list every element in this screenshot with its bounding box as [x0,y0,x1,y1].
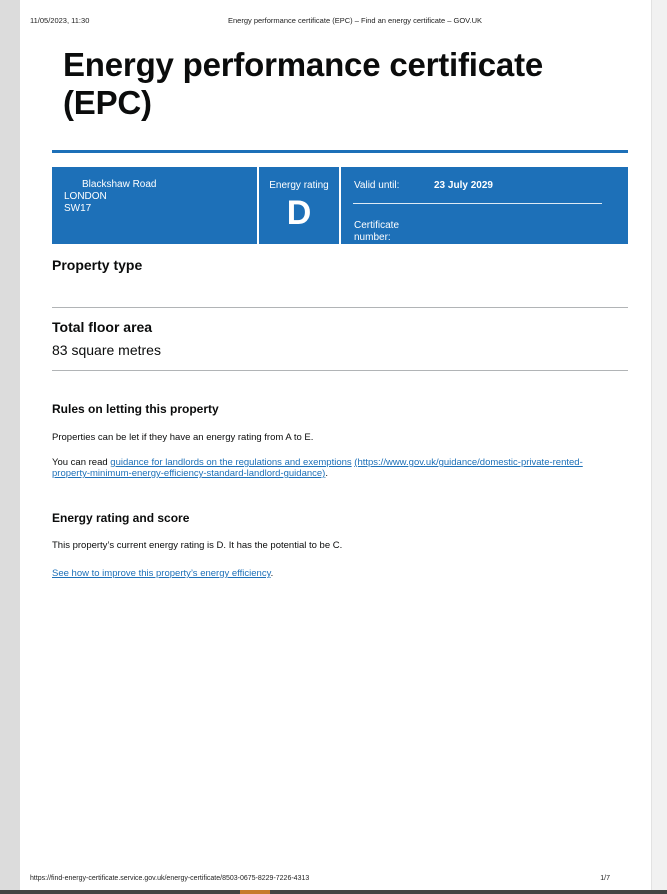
print-page-number: 1/7 [600,875,610,882]
improve-efficiency-link[interactable]: See how to improve this property’s energy efficiency [52,568,271,579]
address-street: Blackshaw Road [82,179,157,190]
bottom-strip-marker [240,890,270,894]
title-rule [52,150,628,153]
section-divider [52,307,628,308]
improve-suffix: . [270,568,274,579]
bottom-strip [0,890,667,894]
print-page-title: Energy performance certificate (EPC) – Find an energy certificate – GOV.UK [227,16,482,25]
address-postcode: SW17 [64,203,92,214]
guidance-suffix: . [325,468,328,479]
guidance-link[interactable]: guidance for landlords on the regulations and exemptions [110,457,352,468]
energy-rating-heading: Energy rating and score [52,511,190,525]
letting-guidance-paragraph [52,457,612,479]
valid-until-label: Valid until: [354,180,400,191]
floor-area-value: 83 square metres [52,342,161,358]
guidance-prefix: You can read [52,457,111,468]
print-url: https://find-energy-certificate.service.gov.uk/energy-certificate/8503-0675-8229-7226-4313 [30,875,310,882]
print-header [30,16,610,28]
print-page [20,0,651,894]
section-divider [52,370,628,371]
page-title-line2: (EPC) [63,84,152,121]
print-datetime: 11/05/2023, 11:30 [30,16,90,25]
page-title-line1: Energy performance certificate [63,46,544,83]
address-panel [52,167,257,244]
page-title [63,46,623,122]
scrollbar[interactable] [651,0,667,894]
guidance-url[interactable]: (https://www.gov.uk/guidance/domestic-private-rented-property-minimum-energy-efficiency-standard-landlord-guidance) [52,457,583,479]
certificate-number-label: Certificate number: [354,220,400,243]
validity-panel [341,167,628,244]
energy-rating-paragraph: This property’s current energy rating is D. It has the potential to be C. [52,540,343,551]
floor-area-heading: Total floor area [52,319,153,335]
property-type-heading: Property type [52,257,143,273]
validity-divider [353,203,602,204]
letting-rules-paragraph: Properties can be let if they have an energy rating from A to E. [52,432,314,443]
energy-rating-panel [259,167,339,244]
valid-until-date: 23 July 2029 [434,180,493,191]
improve-paragraph [52,568,612,579]
energy-rating-value: D [286,194,312,232]
letting-rules-heading: Rules on letting this property [52,402,219,416]
energy-rating-label: Energy rating [269,180,329,191]
address-town: LONDON [64,191,107,202]
